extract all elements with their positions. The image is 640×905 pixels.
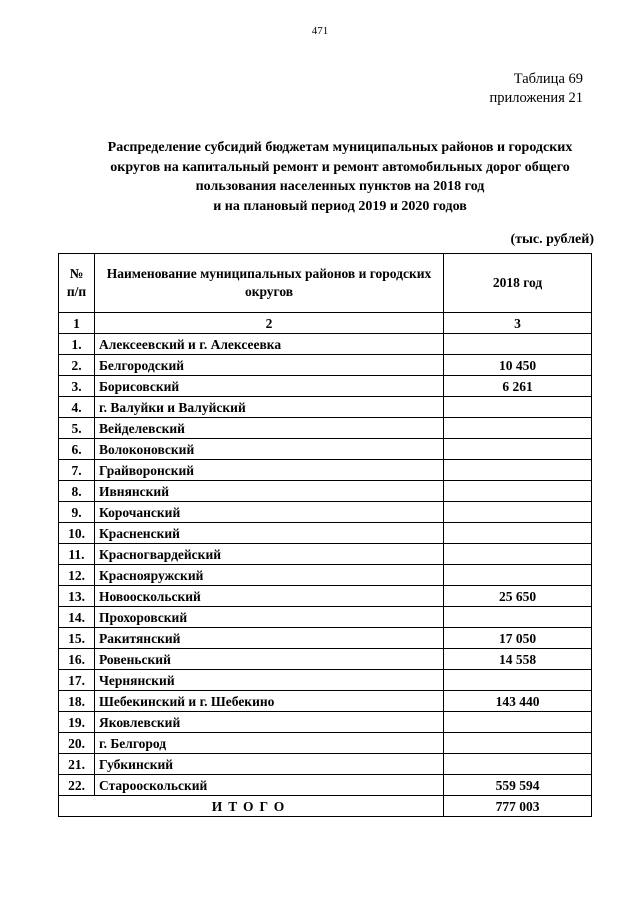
row-district-name: Борисовский [95,376,444,397]
table-row [59,481,592,502]
table-row [59,439,592,460]
row-district-name: г. Валуйки и Валуйский [95,397,444,418]
page-number: 471 [311,25,329,37]
table-row [59,670,592,691]
table-row [59,544,592,565]
row-number: 15. [59,628,95,649]
row-district-name: Вейделевский [95,418,444,439]
row-district-name: Губкинский [95,754,444,775]
total-row [59,796,592,817]
row-value [444,460,592,481]
row-district-name: Ровеньский [95,649,444,670]
row-district-name: Старооскольский [95,775,444,796]
row-district-name: Алексеевский и г. Алексеевка [95,334,444,355]
title-line: округов на капитальный ремонт и ремонт автомобильных дорог общего [110,159,570,175]
row-number: 4. [59,397,95,418]
header-number: № п/п [59,254,95,313]
row-value: 14 558 [444,649,592,670]
column-index: 3 [444,313,592,334]
row-district-name: Волоконовский [95,439,444,460]
table-row [59,733,592,754]
row-value [444,565,592,586]
column-index: 2 [95,313,444,334]
row-value [444,502,592,523]
subsidy-table [58,253,592,817]
row-value [444,712,592,733]
row-number: 6. [59,439,95,460]
row-district-name: Чернянский [95,670,444,691]
table-row [59,502,592,523]
table-row [59,775,592,796]
row-number: 21. [59,754,95,775]
row-value [444,439,592,460]
header-year: 2018 год [444,254,592,313]
row-number: 12. [59,565,95,586]
row-number: 3. [59,376,95,397]
row-district-name: Красненский [95,523,444,544]
table-row [59,691,592,712]
document-title [70,138,610,216]
table-row [59,418,592,439]
row-value: 10 450 [444,355,592,376]
header-name: Наименование муниципальных районов и городских округов [95,254,444,313]
table-row [59,523,592,544]
row-district-name: Красногвардейский [95,544,444,565]
row-value [444,334,592,355]
table-row [59,712,592,733]
row-value: 559 594 [444,775,592,796]
row-number: 2. [59,355,95,376]
table-row [59,586,592,607]
row-district-name: Грайворонский [95,460,444,481]
row-district-name: Белгородский [95,355,444,376]
row-value [444,544,592,565]
row-number: 1. [59,334,95,355]
row-district-name: Яковлевский [95,712,444,733]
row-number: 7. [59,460,95,481]
row-value: 143 440 [444,691,592,712]
row-district-name: Прохоровский [95,607,444,628]
units-label: (тыс. рублей) [510,232,594,247]
table-row [59,397,592,418]
row-district-name: Краснояружский [95,565,444,586]
row-value [444,733,592,754]
table-row [59,334,592,355]
table-row [59,628,592,649]
row-number: 17. [59,670,95,691]
row-district-name: Новооскольский [95,586,444,607]
row-value [444,481,592,502]
table-row [59,355,592,376]
row-number: 5. [59,418,95,439]
total-label: ИТОГО [59,796,444,817]
row-value [444,607,592,628]
table-row [59,460,592,481]
row-district-name: Корочанский [95,502,444,523]
total-value: 777 003 [444,796,592,817]
row-number: 8. [59,481,95,502]
table-row [59,607,592,628]
row-value [444,418,592,439]
row-number: 18. [59,691,95,712]
table-row [59,754,592,775]
table-row [59,649,592,670]
title-line: Распределение субсидий бюджетам муниципальных районов и городских [107,140,573,155]
column-index: 1 [59,313,95,334]
row-number: 13. [59,586,95,607]
table-header-row [59,254,592,313]
table-reference [490,70,583,108]
column-index-row [59,313,592,334]
row-value: 6 261 [444,376,592,397]
row-number: 10. [59,523,95,544]
row-value [444,397,592,418]
appendix-reference-line: приложения 21 [489,90,583,106]
row-value: 25 650 [444,586,592,607]
row-district-name: Ивнянский [95,481,444,502]
row-number: 22. [59,775,95,796]
row-number: 19. [59,712,95,733]
row-number: 20. [59,733,95,754]
row-value: 17 050 [444,628,592,649]
row-number: 11. [59,544,95,565]
title-line: и на плановый период 2019 и 2020 годов [213,198,467,214]
row-district-name: Ракитянский [95,628,444,649]
table-row [59,565,592,586]
title-line: пользования населенных пунктов на 2018 год [195,179,485,194]
row-number: 9. [59,502,95,523]
row-number: 14. [59,607,95,628]
table-reference-line: Таблица 69 [513,71,583,87]
row-value [444,523,592,544]
table-row [59,376,592,397]
row-district-name: г. Белгород [95,733,444,754]
row-value [444,754,592,775]
row-value [444,670,592,691]
row-district-name: Шебекинский и г. Шебекино [95,691,444,712]
row-number: 16. [59,649,95,670]
